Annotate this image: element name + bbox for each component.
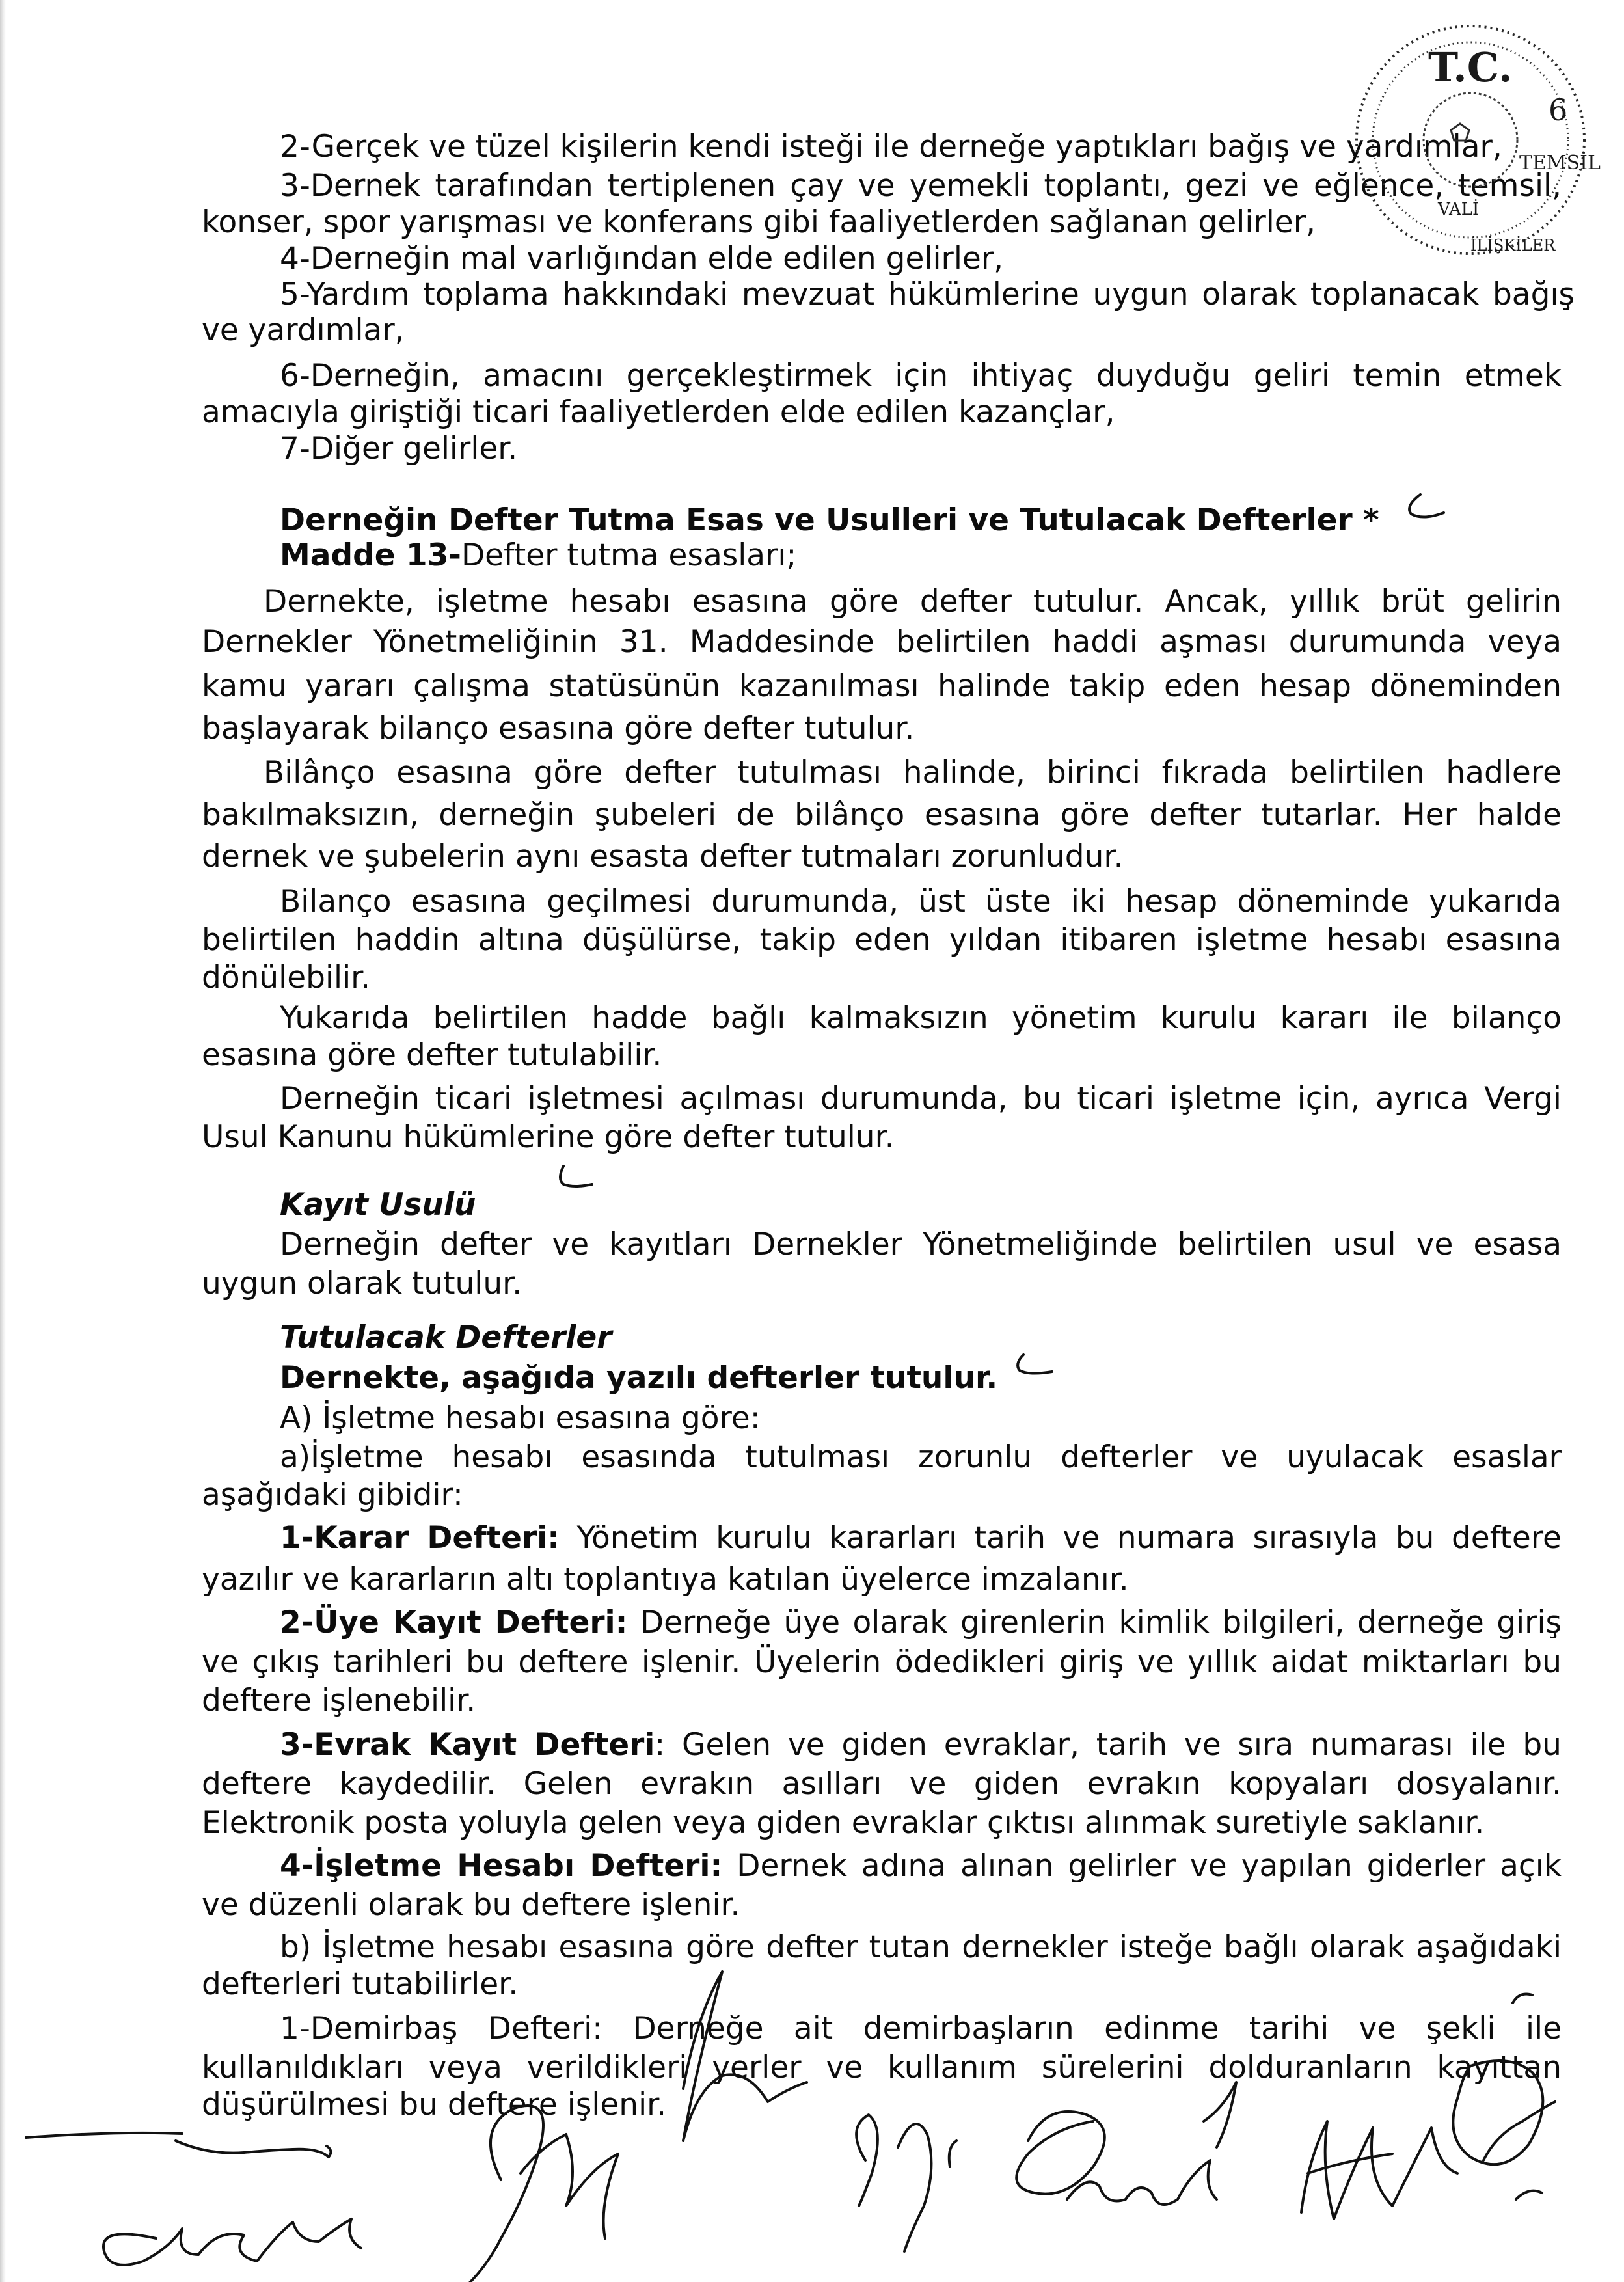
list-item-text: Derneğe üye olarak girenlerin kimlik bilgileri, derneğe giriş	[627, 1605, 1562, 1640]
text-line: başlayarak bilanço esasına göre defter tutulur.	[202, 711, 915, 746]
text-line: 4-Derneğin mal varlığından elde edilen gelirler,	[280, 241, 1004, 277]
text-line: yazılır ve kararların altı toplantıya katılan üyelerce imzalanır.	[202, 1562, 1129, 1597]
text-line: aşağıdaki gibidir:	[202, 1477, 463, 1513]
signature-3	[856, 2115, 956, 2251]
list-item	[280, 1519, 1562, 1558]
signature-1	[26, 2133, 361, 2265]
text-line: ve yardımlar,	[202, 312, 405, 348]
check-mark-icon	[560, 1166, 592, 1186]
list-item	[280, 1847, 1562, 1886]
text-line: a)İşletme hesabı esasında tutulması zorunlu defterler ve uyulacak esaslar	[280, 1439, 1562, 1475]
text-line: dernek ve şubelerin aynı esasta defter tutmaları zorunludur.	[202, 839, 1124, 875]
check-mark-icon	[1409, 495, 1444, 517]
text-line: uygun olarak tutulur.	[202, 1266, 522, 1301]
article-heading	[280, 536, 930, 575]
text-line: Derneğin ticari işletmesi açılması durumunda, bu ticari işletme için, ayrıca Vergi	[280, 1081, 1562, 1117]
scan-edge	[0, 0, 6, 2282]
text-line: 6-Derneğin, amacını gerçekleştirmek için ihtiyaç duyduğu geliri temin etmek	[280, 358, 1562, 394]
text-line: b) İşletme hesabı esasına göre defter tutan dernekler isteğe bağlı olarak aşağıdaki	[280, 1929, 1562, 1965]
text-line: dönülebilir.	[202, 960, 371, 996]
text-line: deftere kaydedilir. Gelen evrakın asılları ve giden evrakın kopyaları dosyalanır.	[202, 1766, 1562, 1802]
text-line: düşürülmesi bu deftere işlenir.	[202, 2087, 667, 2123]
text-line: 5-Yardım toplama hakkındaki mevzuat hükümlerine uygun olarak toplanacak bağış	[280, 277, 1575, 312]
signature-4	[1016, 2082, 1236, 2205]
list-item-text: : Gelen ve giden evraklar, tarih ve sıra numarası ile bu	[655, 1727, 1562, 1763]
bold-statement: Dernekte, aşağıda yazılı defterler tutulur.	[280, 1360, 998, 1396]
text-line: bakılmaksızın, derneğin şubeleri de bilânço esasına göre defter tutarlar. Her halde	[202, 797, 1562, 833]
list-item-text: Dernek adına alınan gelirler ve yapılan giderler açık	[722, 1848, 1562, 1884]
text-line: defterleri tutabilirler.	[202, 1966, 519, 2002]
signature-5	[1301, 2102, 1555, 2219]
stamp-bottom-text-2: İLİŞKİLER	[1470, 236, 1556, 254]
text-line: Usul Kanunu hükümlerine göre defter tutulur.	[202, 1119, 895, 1155]
text-line: ve düzenli olarak bu deftere işlenir.	[202, 1887, 740, 1923]
text-line: Derneğin defter ve kayıtları Dernekler Yönetmeliğinde belirtilen usul ve esasa	[280, 1227, 1562, 1262]
article-title: Defter tutma esasları;	[461, 537, 797, 573]
subsection-heading: Tutulacak Defterler	[280, 1320, 612, 1355]
text-line: belirtilen haddin altına düşülürse, takip eden yıldan itibaren işletme hesabı esasına	[202, 922, 1562, 958]
text-line: 7-Diğer gelirler.	[280, 431, 518, 467]
article-number: Madde 13-	[280, 537, 461, 573]
text-line: kullanıldıkları veya verildikleri yerler ve kullanım sürelerini dolduranların kayıttan	[202, 2050, 1562, 2085]
list-item-title: 2-Üye Kayıt Defteri:	[280, 1605, 628, 1640]
section-heading: Derneğin Defter Tutma Esas ve Usulleri ve Tutulacak Defterler *	[280, 502, 1379, 538]
text-line: Dernekler Yönetmeliğinin 31. Maddesinde belirtilen haddi aşması durumunda veya	[202, 624, 1562, 660]
list-item	[280, 1726, 1562, 1765]
stamp-side-text: TEMSİL	[1519, 152, 1601, 174]
text-line: Dernekte, işletme hesabı esasına göre defter tutulur. Ancak, yıllık brüt gelirin	[264, 584, 1562, 619]
text-line: 3-Dernek tarafından tertiplenen çay ve yemekli toplantı, gezi ve eğlence, temsil,	[280, 168, 1562, 204]
list-item-text: Yönetim kurulu kararları tarih ve numara sırasıyla bu deftere	[560, 1520, 1562, 1556]
list-item-title: 1-Karar Defteri:	[280, 1520, 560, 1556]
text-line: konser, spor yarışması ve konferans gibi faaliyetlerden sağlanan gelirler,	[202, 204, 1316, 240]
text-line: deftere işlenebilir.	[202, 1683, 476, 1718]
text-line: A) İşletme hesabı esasına göre:	[280, 1400, 761, 1436]
text-line: Yukarıda belirtilen hadde bağlı kalmaksızın yönetim kurulu kararı ile bilanço	[280, 1000, 1562, 1036]
text-line: Bilânço esasına göre defter tutulması halinde, birinci fıkrada belirtilen hadlere	[264, 755, 1562, 791]
text-line: ve çıkış tarihleri bu deftere işlenir. Üyelerin ödedikleri giriş ve yıllık aidat miktarları bu	[202, 1644, 1562, 1680]
text-line: 1-Demirbaş Defteri: Derneğe ait demirbaşların edinme tarihi ve şekli ile	[280, 2011, 1562, 2046]
stamp-top-text: T.C.	[1428, 44, 1513, 91]
text-line: kamu yararı çalışma statüsünün kazanılması halinde takip eden hesap döneminden	[202, 668, 1562, 704]
text-line: 2-Gerçek ve tüzel kişilerin kendi isteği ile derneğe yaptıkları bağış ve yardımlar,	[280, 129, 1502, 165]
list-item	[280, 1603, 1562, 1642]
text-line: Elektronik posta yoluyla gelen veya giden evraklar çıktısı alınmak suretiyle saklanır.	[202, 1805, 1485, 1841]
subsection-heading: Kayıt Usulü	[280, 1187, 476, 1223]
text-line: esasına göre defter tutulabilir.	[202, 1037, 662, 1073]
stamp-bottom-text: VALİ	[1438, 200, 1480, 219]
page-number: 6	[1549, 92, 1568, 128]
text-line: amacıyla giriştiği ticari faaliyetlerden elde edilen kazançlar,	[202, 394, 1115, 430]
list-item-title: 3-Evrak Kayıt Defteri	[280, 1727, 655, 1763]
text-line: Bilanço esasına geçilmesi durumunda, üst üste iki hesap döneminde yukarıda	[280, 884, 1562, 919]
list-item-title: 4-İşletme Hesabı Defteri:	[280, 1848, 723, 1884]
